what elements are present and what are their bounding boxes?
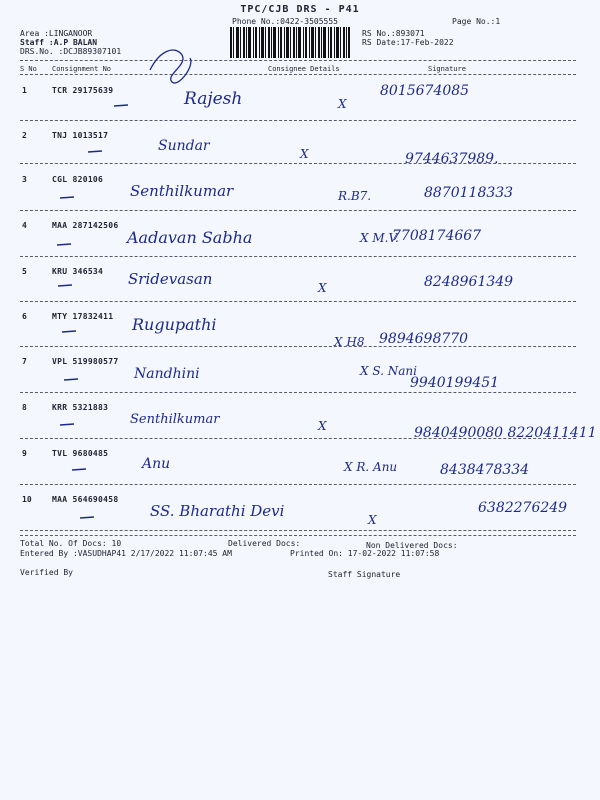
row-number: 5	[22, 267, 27, 276]
handwritten-signature: R.B7.	[338, 189, 372, 203]
entered-by: Entered By :VASUDHAP41 2/17/2022 11:07:45 AM	[20, 549, 232, 558]
row-divider	[20, 392, 576, 393]
staff-label: Staff :A.P BALAN	[20, 38, 98, 47]
handwritten-signature: X	[318, 281, 327, 295]
row-number: 4	[22, 221, 27, 230]
row-number: 6	[22, 312, 27, 321]
row-number: 10	[22, 495, 32, 504]
divider	[20, 535, 576, 536]
handwritten-signature: X	[318, 419, 327, 433]
row-number: 7	[22, 357, 27, 366]
row-number: 8	[22, 403, 27, 412]
row-divider	[20, 301, 576, 302]
handwritten-dash	[114, 105, 128, 106]
divider	[20, 60, 576, 61]
handwritten-phone: 8870118333	[424, 185, 514, 201]
row-divider	[20, 120, 576, 121]
total-docs: Total No. Of Docs: 10	[20, 539, 122, 548]
row-number: 3	[22, 175, 27, 184]
handwritten-name: Sundar	[158, 138, 210, 154]
handwritten-dash	[58, 285, 72, 286]
printed-on: Printed On: 17-02-2022 11:07:58	[290, 549, 440, 558]
handwritten-dash	[60, 197, 74, 198]
handwritten-signature: X	[338, 97, 347, 111]
row-divider	[20, 438, 576, 439]
handwritten-phone: 9940199451	[410, 375, 500, 391]
handwritten-dash	[88, 151, 102, 152]
row-divider	[20, 484, 576, 485]
drs-number: DRS.No. :DCJB89307101	[20, 47, 122, 56]
divider	[20, 74, 576, 75]
handwritten-name: Senthilkumar	[130, 412, 220, 427]
area-label: Area :LINGANOOR	[20, 29, 93, 38]
signature-scribble	[150, 50, 191, 83]
handwritten-dash	[62, 331, 76, 332]
column-header-sno: S No	[20, 65, 37, 73]
delivered-docs: Delivered Docs:	[228, 539, 301, 548]
handwritten-dash	[80, 517, 94, 518]
verified-by-label: Verified By	[20, 568, 73, 577]
handwritten-name: Anu	[142, 456, 171, 472]
consignment-number: MTY 17832411	[52, 312, 114, 321]
consignment-number: TVL 9680485	[52, 449, 109, 458]
handwritten-signature: X	[368, 513, 377, 527]
consignment-number: KRU 346534	[52, 267, 104, 276]
row-divider	[20, 163, 576, 164]
page-title: TPC/CJB DRS - P41	[240, 4, 360, 15]
column-header-consignee: Consignee Details	[268, 65, 340, 73]
non-delivered-docs: Non Delivered Docs:	[366, 541, 458, 550]
row-number: 1	[22, 86, 27, 95]
handwritten-name: Nandhini	[134, 366, 200, 382]
handwritten-phone: 8438478334	[440, 462, 530, 478]
consignment-number: TNJ 1013517	[52, 131, 109, 140]
handwritten-name: SS. Bharathi Devi	[150, 502, 285, 520]
rs-number: RS No.:893071	[362, 29, 425, 38]
rs-date: RS Date:17-Feb-2022	[362, 38, 454, 47]
row-divider	[20, 530, 576, 531]
handwritten-phone: 9894698770	[379, 331, 469, 347]
staff-signature-label: Staff Signature	[328, 570, 401, 579]
consignment-number: KRR 5321883	[52, 403, 109, 412]
handwritten-phone: 9744637989.	[405, 151, 499, 167]
consignment-number: MAA 287142506	[52, 221, 119, 230]
handwritten-phone: 8015674085	[380, 83, 470, 99]
phone-number: Phone No.:0422-3505555	[232, 17, 338, 26]
consignment-number: TCR 29175639	[52, 86, 114, 95]
column-header-consignment: Consignment No	[52, 65, 112, 73]
handwritten-name: Rugupathi	[132, 315, 217, 334]
handwritten-dash	[57, 244, 71, 245]
handwritten-name: Sridevasan	[128, 270, 213, 288]
handwritten-phone: 8248961349	[424, 274, 514, 290]
handwritten-phone: 9840490080 8220411411	[414, 425, 597, 441]
row-divider	[20, 256, 576, 257]
handwritten-signature: X H8	[334, 335, 365, 349]
consignment-number: CGL 820106	[52, 175, 104, 184]
row-divider	[20, 210, 576, 211]
row-number: 9	[22, 449, 27, 458]
handwritten-name: Aadavan Sabha	[127, 228, 253, 247]
handwritten-phone: 6382276249	[478, 500, 568, 516]
column-header-signature: Signature	[428, 65, 466, 73]
handwritten-signature: X R. Anu	[344, 460, 398, 474]
handwritten-signature: X	[300, 147, 309, 161]
handwritten-name: Senthilkumar	[130, 182, 234, 200]
handwritten-signature: X M.V.	[360, 231, 399, 245]
handwritten-dash	[64, 379, 78, 380]
handwritten-signature: X S. Nani	[360, 364, 417, 378]
row-number: 2	[22, 131, 27, 140]
barcode-icon	[230, 27, 350, 58]
consignment-number: MAA 564690458	[52, 495, 119, 504]
handwritten-dash	[72, 469, 86, 470]
handwritten-phone: 7708174667	[392, 228, 482, 244]
consignment-number: VPL 519980577	[52, 357, 119, 366]
handwritten-name: Rajesh	[184, 89, 243, 109]
handwritten-dash	[60, 424, 74, 425]
row-divider	[20, 346, 576, 347]
page-number: Page No.:1	[452, 17, 501, 26]
